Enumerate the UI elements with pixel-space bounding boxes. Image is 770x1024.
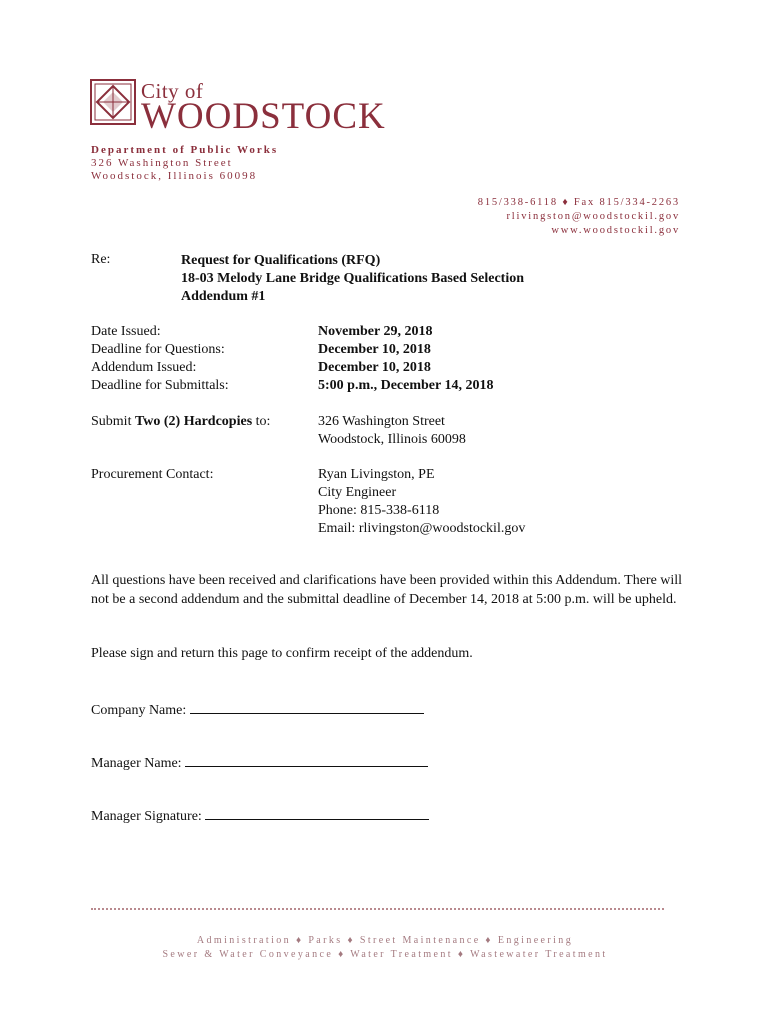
date-issued-label: Date Issued: (91, 324, 161, 339)
submit-label (91, 413, 270, 431)
procurement-label: Procurement Contact: (91, 467, 214, 482)
submit-address-1: 326 Washington Street (318, 414, 445, 429)
re-subject (181, 252, 524, 306)
re-line: 18-03 Melody Lane Bridge Qualifications Based Selection (181, 271, 524, 286)
company-name-field[interactable] (91, 699, 424, 720)
addendum-issued-label: Addendum Issued: (91, 360, 197, 375)
footer-line-1: Administration ♦ Parks ♦ Street Maintenance ♦ Engineering (196, 935, 574, 946)
deadline-questions-value: December 10, 2018 (318, 342, 431, 357)
company-name-label: Company Name: (91, 703, 190, 718)
re-label: Re: (91, 252, 111, 267)
date-issued-value: November 29, 2018 (318, 324, 433, 339)
manager-signature-field[interactable] (91, 805, 429, 826)
re-line: Request for Qualifications (RFQ) (181, 253, 381, 268)
re-line: Addendum #1 (181, 289, 266, 304)
procurement-name: Ryan Livingston, PE (318, 467, 435, 482)
contact-website: www.woodstockil.gov (551, 225, 680, 236)
department-name: Department of Public Works (91, 144, 279, 156)
city-logo (90, 79, 400, 137)
deadline-questions-label: Deadline for Questions: (91, 342, 225, 357)
procurement-phone: Phone: 815-338-6118 (318, 503, 440, 518)
manager-name-line[interactable] (185, 752, 428, 767)
deadline-submittals-label: Deadline for Submittals: (91, 378, 229, 393)
logo-woodstock: WOODSTOCK (141, 96, 386, 137)
body-paragraph-1: All questions have been received and clarifications have been provided within this Addendum. There will not be a second addendum and the submittal deadline of December 14, 2018 at 5:00 p.m. will be upheld. (91, 573, 683, 607)
submit-label-post: to: (252, 414, 271, 429)
footer-line-2: Sewer & Water Conveyance ♦ Water Treatment ♦ Wastewater Treatment (162, 949, 608, 960)
city-emblem-icon (90, 79, 136, 125)
manager-signature-line[interactable] (205, 805, 429, 820)
submit-address-2: Woodstock, Illinois 60098 (318, 432, 466, 447)
manager-name-label: Manager Name: (91, 756, 186, 771)
department-address-2: Woodstock, Illinois 60098 (91, 170, 258, 182)
department-block (91, 144, 278, 183)
contact-email: rlivingston@woodstockil.gov (506, 211, 680, 222)
addendum-issued-value: December 10, 2018 (318, 360, 431, 375)
body-paragraph-2: Please sign and return this page to confirm receipt of the addendum. (91, 646, 473, 661)
phone-fax: 815/338-6118 ♦ Fax 815/334-2263 (477, 197, 680, 208)
department-address-1: 326 Washington Street (91, 157, 233, 169)
procurement-title: City Engineer (318, 485, 397, 500)
submit-label-bold: Two (2) Hardcopies (134, 414, 253, 429)
manager-signature-label: Manager Signature: (91, 809, 206, 824)
deadline-submittals-value: 5:00 p.m., December 14, 2018 (318, 378, 494, 393)
contact-block (478, 196, 680, 238)
logo-city-of: City of (141, 79, 204, 103)
procurement-email: Email: rlivingston@woodstockil.gov (318, 521, 526, 536)
submit-label-pre: Submit (91, 414, 135, 429)
manager-name-field[interactable] (91, 752, 428, 773)
company-name-line[interactable] (190, 699, 424, 714)
footer-divider (91, 908, 664, 912)
